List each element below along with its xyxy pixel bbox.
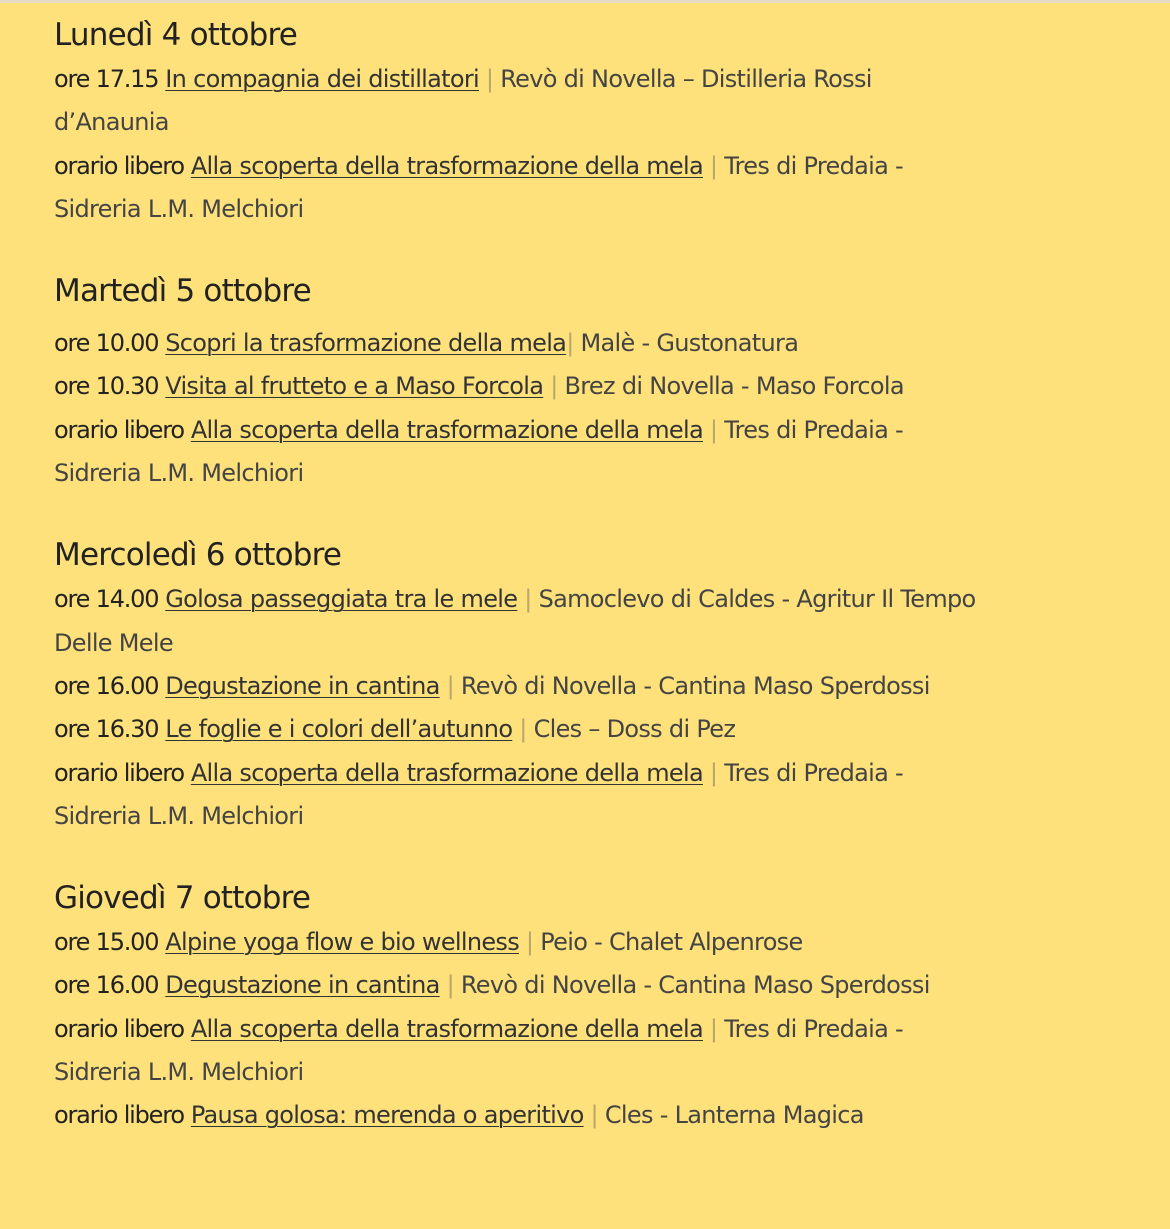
- event-link[interactable]: Alla scoperta della trasformazione della mela: [190, 1014, 703, 1043]
- event-link[interactable]: Visita al frutteto e a Maso Forcola: [165, 372, 544, 401]
- event-location: Tres di Predaia - Sidreria L.M. Melchiori: [54, 758, 903, 830]
- event-time: orario libero: [54, 1014, 184, 1043]
- event-location: Tres di Predaia - Sidreria L.M. Melchiori: [54, 151, 903, 223]
- event-time: orario libero: [54, 1101, 184, 1130]
- event-entry: [54, 365, 984, 408]
- day-section-monday: [54, 12, 1054, 231]
- event-link[interactable]: Scopri la trasformazione della mela: [165, 329, 567, 358]
- separator: |: [702, 415, 725, 444]
- event-link[interactable]: Alpine yoga flow e bio wellness: [165, 928, 519, 957]
- separator: |: [519, 928, 541, 957]
- day-title: Giovedì 7 ottobre: [54, 880, 311, 917]
- day-title: Martedì 5 ottobre: [54, 273, 311, 310]
- event-time: ore 10.30: [54, 372, 159, 401]
- event-entry: [54, 578, 984, 665]
- event-time: ore 17.15: [54, 65, 159, 93]
- event-time: ore 16.30: [54, 715, 159, 744]
- event-time: ore 10.00: [54, 329, 159, 358]
- event-time: ore 15.00: [54, 928, 159, 957]
- event-entry: [54, 1008, 984, 1095]
- separator: |: [512, 715, 534, 744]
- event-location: Revò di Novella - Cantina Maso Sperdossi: [460, 971, 930, 1000]
- event-location: Cles - Lanterna Magica: [604, 1101, 864, 1130]
- separator: |: [439, 971, 461, 1000]
- day-section-thursday: [54, 875, 1054, 1137]
- separator: |: [479, 65, 501, 93]
- event-entry: [54, 322, 984, 365]
- event-location: Peio - Chalet Alpenrose: [540, 928, 803, 957]
- day-title: Mercoledì 6 ottobre: [54, 537, 342, 574]
- event-time: ore 16.00: [54, 971, 159, 1000]
- event-time: ore 14.00: [54, 585, 159, 614]
- event-entry: [54, 1094, 984, 1137]
- event-entry: [54, 708, 984, 751]
- event-link[interactable]: Alla scoperta della trasformazione della mela: [190, 758, 703, 787]
- event-link[interactable]: Degustazione in cantina: [165, 971, 440, 1000]
- top-border: [0, 0, 1170, 3]
- event-schedule: [54, 12, 1054, 1175]
- separator: |: [543, 372, 565, 401]
- separator: |: [439, 671, 461, 700]
- separator: |: [702, 758, 725, 787]
- event-link[interactable]: In compagnia dei distillatori: [165, 65, 479, 93]
- event-location: Revò di Novella – Distilleria Rossi d’Anaunia: [54, 65, 872, 137]
- event-location: Cles – Doss di Pez: [533, 715, 736, 744]
- event-time: ore 16.00: [54, 671, 159, 700]
- event-time: orario libero: [54, 758, 184, 787]
- event-location: Malè - Gustonatura: [580, 329, 799, 358]
- event-time: orario libero: [54, 151, 184, 180]
- event-entry: [54, 145, 984, 232]
- event-entry: [54, 964, 984, 1007]
- event-link[interactable]: Alla scoperta della trasformazione della mela: [190, 151, 703, 180]
- event-entry: [54, 921, 984, 964]
- event-location: Tres di Predaia - Sidreria L.M. Melchiori: [54, 1014, 903, 1087]
- separator: |: [566, 329, 581, 358]
- event-location: Samoclevo di Caldes - Agritur Il Tempo Delle Mele: [54, 585, 976, 657]
- event-time: orario libero: [54, 415, 184, 444]
- separator: |: [702, 151, 725, 180]
- event-entry: [54, 409, 984, 496]
- event-entry: [54, 665, 984, 708]
- day-section-wednesday: [54, 532, 1054, 838]
- event-link[interactable]: Le foglie e i colori dell’autunno: [165, 715, 513, 744]
- event-link[interactable]: Alla scoperta della trasformazione della mela: [190, 415, 703, 444]
- event-location: Tres di Predaia - Sidreria L.M. Melchiori: [54, 415, 903, 488]
- event-entry: [54, 58, 984, 145]
- event-entry: [54, 752, 984, 839]
- separator: |: [517, 585, 539, 614]
- separator: |: [702, 1014, 725, 1043]
- separator: |: [583, 1101, 605, 1130]
- day-section-tuesday: [54, 268, 1054, 495]
- event-link[interactable]: Degustazione in cantina: [165, 671, 440, 700]
- event-location: Brez di Novella - Maso Forcola: [564, 372, 904, 401]
- event-link[interactable]: Pausa golosa: merenda o aperitivo: [190, 1101, 584, 1130]
- event-location: Revò di Novella - Cantina Maso Sperdossi: [460, 671, 930, 700]
- event-link[interactable]: Golosa passeggiata tra le mele: [165, 585, 518, 614]
- day-title: Lunedì 4 ottobre: [54, 17, 298, 53]
